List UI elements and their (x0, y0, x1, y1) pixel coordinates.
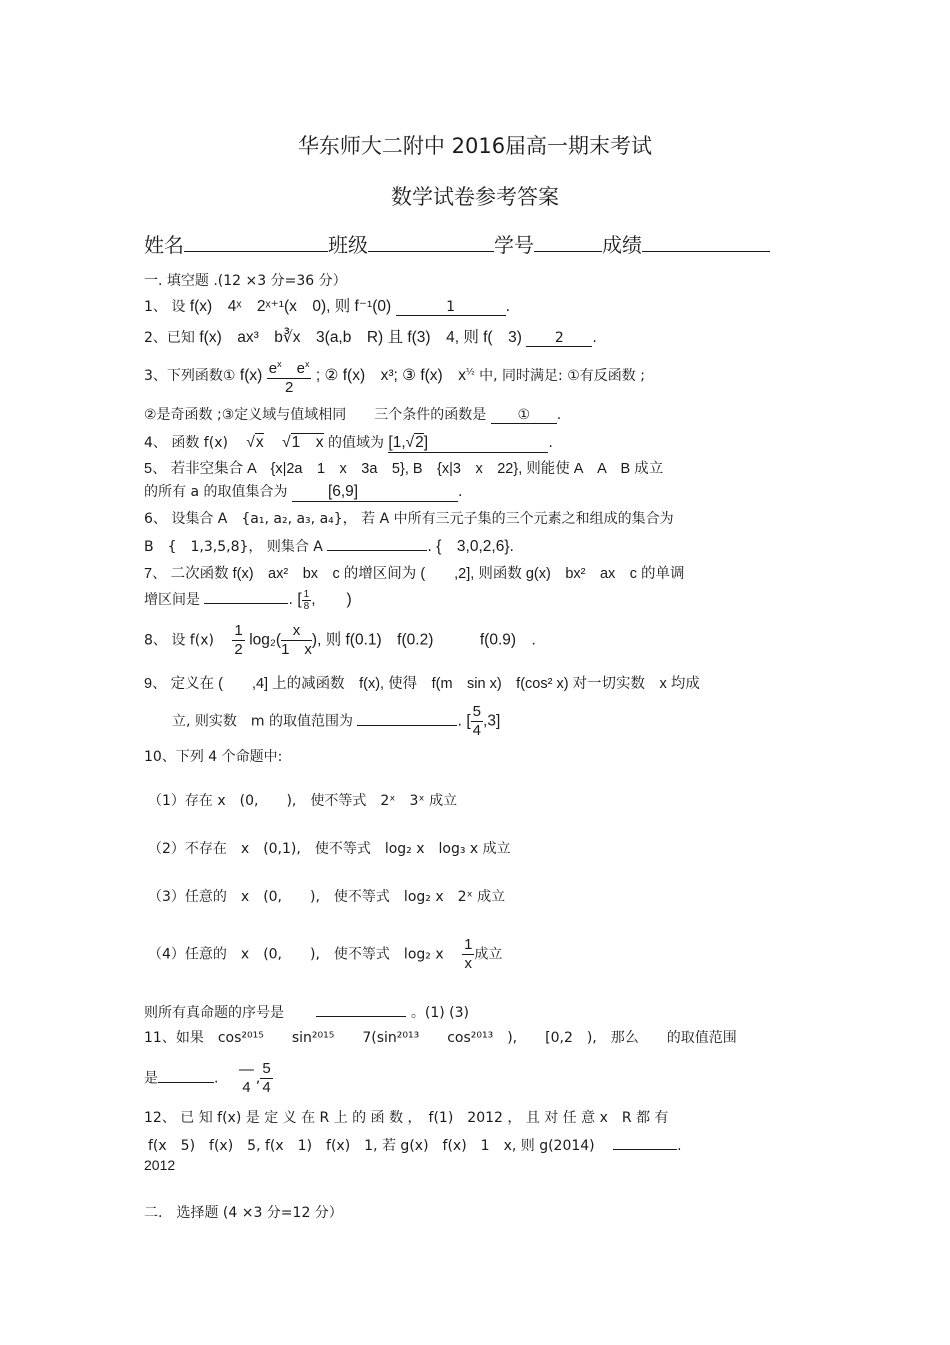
question-2 (144, 325, 597, 347)
q3-label: 3、下列函数① (144, 368, 236, 384)
id-blank[interactable] (534, 233, 602, 252)
q10-item-4-num: 1 (464, 936, 473, 953)
q10-item-1: （1）存在 x (0, ), 使不等式 2ˣ 3ˣ 成立 (148, 793, 458, 809)
q7-answer-num: 1 (303, 588, 310, 600)
q10-item-4-end: 成立 (474, 946, 503, 963)
q7-line1: 7、 二次函数 f(x) ax² bx c 的增区间为 ( ,2], 则函数 g(x) bx² ax c 的单调 (144, 566, 685, 582)
q10-item-4-text: （4）任意的 x (0, ), 使不等式 log₂ x (148, 946, 444, 963)
q10-item-4-fraction (462, 936, 474, 973)
q4-label: 4、 函数 f(x) (144, 435, 228, 451)
q8-half-num: 1 (234, 622, 243, 639)
q4-answer-pre: [1, (388, 434, 406, 451)
q8-fraction (281, 622, 312, 659)
q1-end: . (505, 299, 511, 315)
q12-line2: f(x 5) f(x) 5, f(x 1) f(x) 1, 若 g(x) f(x) 1 x, 则 g(2014) (148, 1138, 595, 1154)
q8-half-den: 2 (234, 641, 243, 658)
q6-line2: B { 1,3,5,8}， 则集合 A (144, 539, 323, 555)
q3-f1: f(x) (239, 367, 263, 384)
q10-conclusion-text: 则所有真命题的序号是 (144, 1005, 284, 1021)
q4-answer: [1,√2] (388, 434, 548, 453)
q1-answer: 1 (396, 299, 506, 316)
q6-blank (327, 550, 427, 551)
q3-exponent: ½ (465, 367, 475, 378)
q9-line2: 立, 则实数 m 的取值范围为 (172, 713, 353, 730)
q10-item-3: （3）任意的 x (0, ), 使不等式 log₂ x 2ˣ 成立 (148, 889, 506, 905)
q11-answer-den-1: 4 (242, 1078, 251, 1096)
q1-text: f(x) 4ˣ 2ˣ⁺¹(x 0), 则 f⁻¹(0) (189, 298, 392, 315)
q7-answer-fraction (302, 589, 312, 612)
q5-answer: [6,9] (292, 483, 458, 502)
question-11 (144, 1027, 737, 1047)
question-9-line2: 立, 则实数 m 的取值范围为 . [ $\frac{5}{4}$ ,3] (172, 703, 501, 739)
q6-line1: 6、 设集合 A {a₁, a₂, a₃, a₄}， 若 A 中所有三元子集的三个元素之和组成的集合为 (144, 511, 674, 527)
question-3-line2 (144, 404, 561, 424)
q7-answer-den: 8 (303, 600, 310, 612)
q1-label: 1、 设 (144, 299, 186, 315)
q9-answer-post: ,3] (483, 712, 501, 730)
q2-answer: 2 (526, 330, 592, 347)
q9-answer-pre: [ (466, 712, 471, 730)
q10-item-4-den: x (464, 955, 472, 972)
q5-end: . (457, 484, 463, 500)
q6-end: . (509, 539, 514, 555)
q11-answer-fraction-1 (237, 1061, 256, 1097)
q4-sqrt1-radicand: x (255, 434, 264, 451)
q5-line2: 的所有 a 的取值集合为 (144, 484, 288, 500)
q9-answer-num: 5 (472, 703, 482, 720)
question-1 (144, 294, 510, 316)
question-11-line2: 是 . — 4 , $\frac{5}{4}$ (144, 1060, 271, 1096)
q12-blank (613, 1149, 677, 1150)
q7-line2: 增区间是 (144, 592, 200, 608)
q8-frac-num: x (281, 622, 312, 641)
q10-conclusion (144, 1002, 469, 1022)
q11-answer-num-1: — (238, 1060, 254, 1078)
q8-half (232, 622, 244, 659)
question-5 (144, 457, 663, 478)
q10-blank (316, 1016, 406, 1017)
question-3 (144, 355, 645, 397)
q8-log: log₂( (249, 631, 282, 649)
q3-answer: ① (491, 407, 557, 424)
name-blank[interactable] (184, 233, 328, 252)
id-label: 学号 (494, 233, 534, 257)
q4-end: . (548, 435, 553, 451)
section1-heading: 一. 填空题 .(12 ×3 分=36 分） (144, 273, 347, 289)
q7-answer-pre: [ (297, 591, 302, 608)
question-8 (144, 622, 536, 659)
q3-end: . (556, 407, 562, 423)
q8-frac-den: 1 x (281, 641, 312, 658)
q7-blank (204, 603, 288, 604)
q6-answer: { 3,0,2,6} (436, 538, 510, 555)
exam-title: 华东师大二附中 2016届高一期末考试 (297, 134, 653, 158)
student-info-row (144, 229, 770, 258)
q11-answer-fraction-2 (260, 1060, 272, 1097)
q9-line1: 9、 定义在 ( ,4] 上的减函数 f(x), 使得 f(m sin x) f(cos² x) 对一切实数 x 均成 (144, 676, 700, 692)
q10-item-4 (148, 936, 502, 973)
question-10-heading: 10、下列 4 个命题中: (144, 749, 283, 765)
q10-item-2: （2）不存在 x (0,1), 使不等式 log₂ x log₃ x 成立 (148, 841, 511, 857)
class-label: 班级 (328, 233, 368, 257)
q8-rest: ), 则 f(0.1) f(0.2) f(0.9) . (311, 631, 536, 649)
q11-line2: 是 (144, 1070, 158, 1087)
q2-end: . (592, 330, 597, 346)
q2-label: 2、已知 (144, 330, 195, 346)
question-12-line2 (148, 1135, 682, 1155)
question-7-line2: 增区间是 . [ $\frac{1}{8}$ , ) (144, 588, 352, 612)
question-7 (144, 562, 685, 583)
question-9 (144, 672, 700, 693)
q12-answer: 2012 (144, 1157, 176, 1173)
q3-f2: ; ② f(x) x³; ③ f(x) x (315, 367, 466, 384)
q5-line1: 5、 若非空集合 A {x|2a 1 x 3a 5}, B {x|3 x 22}, 则能使 A A B 成立 (144, 461, 664, 477)
q4-answer-post: ] (423, 434, 429, 451)
q4-sqrt1: √x (246, 434, 264, 451)
q10-answer: 。(1) (3) (410, 1005, 470, 1021)
name-label: 姓名 (144, 233, 184, 257)
q11-end: . (214, 1070, 219, 1087)
q9-blank (357, 725, 457, 726)
q4-sqrt2: √1 x (282, 434, 324, 451)
class-blank[interactable] (368, 233, 494, 252)
q8-label: 8、 设 f(x) (144, 632, 214, 649)
q9-answer-den: 4 (472, 722, 482, 739)
question-4 (144, 430, 553, 453)
question-12 (144, 1107, 669, 1127)
q3-fraction: $\frac{e^x e^x}{2}$ (267, 355, 312, 397)
q11-line1: 11、如果 cos²⁰¹⁵ sin²⁰¹⁵ 7(sin²⁰¹³ cos²⁰¹³ ), [0,2 ), 那么 的取值范围 (144, 1030, 737, 1046)
exam-subtitle: 数学试卷参考答案 (391, 185, 559, 209)
q12-end: . (677, 1138, 682, 1154)
q4-answer-root: 2 (415, 434, 424, 451)
section2-heading: 二. 选择题 (4 ×3 分=12 分） (144, 1205, 343, 1221)
q9-answer-fraction (471, 703, 483, 740)
score-blank[interactable] (642, 233, 770, 252)
q11-answer-num-2: 5 (262, 1060, 271, 1077)
q4-sqrt2-radicand: 1 x (291, 434, 324, 451)
q11-blank (158, 1082, 214, 1083)
question-6 (144, 508, 674, 528)
q3-line2-text: ②是奇函数 ;③定义域与值域相同 三个条件的函数是 (144, 407, 487, 423)
q3-conditions: 中, 同时满足: ①有反函数 ; (479, 368, 645, 384)
score-label: 成绩 (602, 233, 642, 257)
question-5-line2 (144, 481, 462, 502)
q7-answer-post: , ) (311, 591, 352, 608)
q2-text: f(x) ax³ b∛x 3(a,b R) 且 f(3) 4, 则 f( 3) (199, 329, 522, 346)
question-6-line2: B { 1,3,5,8}， 则集合 A . { 3,0,2,6}. (144, 538, 514, 555)
q4-range-label: 的值域为 (327, 435, 384, 451)
q11-answer-den-2: 4 (262, 1079, 271, 1096)
q12-line1: 12、 已 知 f(x) 是 定 义 在 R 上 的 函 数 ， f(1) 2012 ， 且 对 任 意 x R 都 有 (144, 1110, 669, 1126)
